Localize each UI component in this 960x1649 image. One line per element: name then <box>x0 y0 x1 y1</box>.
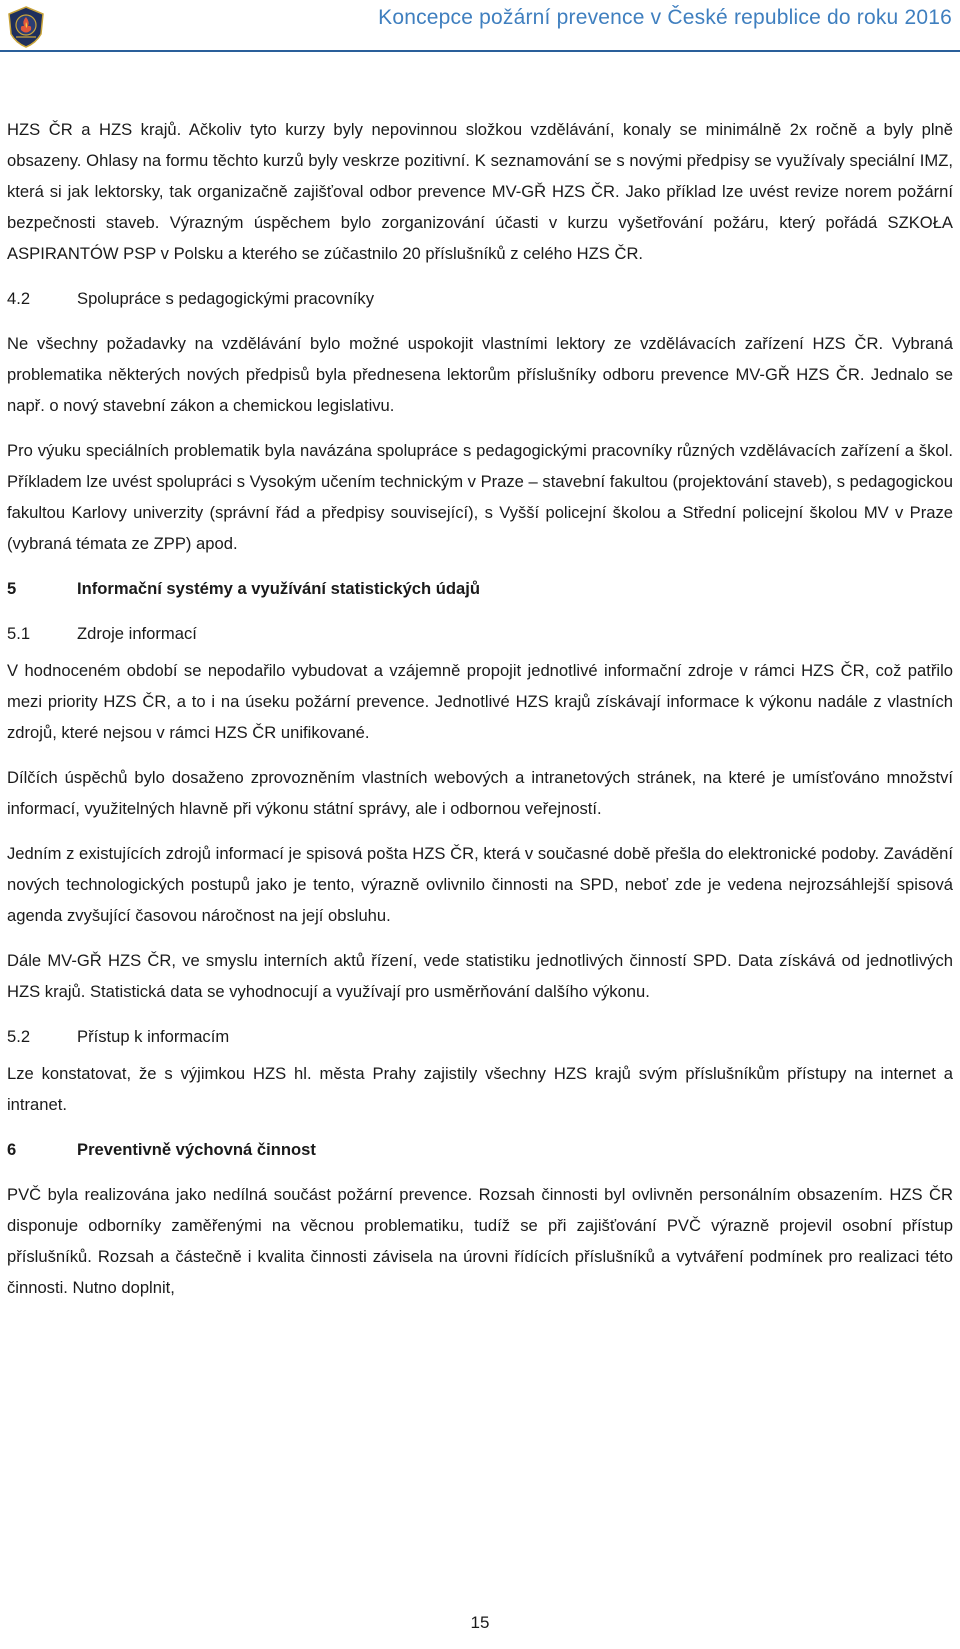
paragraph: Jedním z existujících zdrojů informací je spisová pošta HZS ČR, která v současné době přešla do elektronické podoby. Zavádění nových technologických postupů jako je tento, výrazně ovlivnilo činnosti na SPD, neboť zde je vedena nejrozsáhlejší spisová agenda zvyšující časovou náročnost na její obsluhu. <box>7 844 953 925</box>
paragraph: Lze konstatovat, že s výjimkou HZS hl. města Prahy zajistily všechny HZS krajů svým příslušníkům přístupy na internet a intranet. <box>7 1064 953 1114</box>
section-number: 4.2 <box>7 289 31 308</box>
section-heading-5-1 <box>7 618 953 649</box>
paragraph: PVČ byla realizována jako nedílná součást požární prevence. Rozsah činnosti byl ovlivněn personálním obsazením. HZS ČR disponuje odborníky zaměřenými na věcnou problematiku, tudíž se při zajišťování PVČ výrazně projevil osobní přístup příslušníků. Rozsah a částečně i kvalita činnosti závisela na úrovni řídících příslušníků a vytváření podmínek pro realizaci této činnosti. Nutno doplnit, <box>7 1185 953 1297</box>
section-title: Informační systémy a využívání statistických údajů <box>77 579 481 598</box>
paragraph: Ne všechny požadavky na vzdělávání bylo možné uspokojit vlastními lektory ze vzdělávacích zařízení HZS ČR. Vybraná problematika některých nových předpisů byla přednesena lektorům příslušníky odboru prevence MV-GŘ HZS ČR. Jednalo se např. o nový stavební zákon a chemickou legislativu. <box>7 334 953 415</box>
document-title: Koncepce požární prevence v České republice do roku 2016 <box>378 6 952 29</box>
paragraph: Dílčích úspěchů bylo dosaženo zprovozněním vlastních webových a intranetových stránek, na které je umísťováno množství informací, využitelných hlavně při výkonu státní správy, ale i odbornou veřejností. <box>7 768 953 818</box>
section-title: Spolupráce s pedagogickými pracovníky <box>77 289 375 308</box>
paragraph: HZS ČR a HZS krajů. Ačkoliv tyto kurzy byly nepovinnou složkou vzdělávání, konaly se minimálně 2x ročně a byly plně obsazeny. Ohlasy na formu těchto kurzů byly veskrze pozitivní. K seznamování se s novými předpisy se využívaly speciální IMZ, která si jak lektorsky, tak organizačně zajišťoval odbor prevence MV-GŘ HZS ČR. Jako příklad lze uvést revize norem požární bezpečnosti staveb. Výrazným úspěchem bylo zorganizování účasti v kurzu vyšetřování požáru, který pořádá SZKOŁA ASPIRANTÓW PSP v Polsku a kterého se zúčastnilo 20 příslušníků z celého HZS ČR. <box>7 120 953 263</box>
paragraph: Pro výuku speciálních problematik byla navázána spolupráce s pedagogickými pracovníky různých vzdělávacích zařízení a škol. Příkladem lze uvést spolupráci s Vysokým učením technickým v Praze – stavební fakultou (projektování staveb), s pedagogickou fakultou Karlovy univerzity (správní řád a předpisy související), s Vyšší policejní školou a Střední policejní školou MV v Praze (vybraná témata ze ZPP) apod. <box>7 441 953 553</box>
document-body <box>7 114 953 1303</box>
section-title: Přístup k informacím <box>77 1027 230 1046</box>
paragraph: V hodnoceném období se nepodařilo vybudovat a vzájemně propojit jednotlivé informační zdroje v rámci HZS ČR, což patřilo mezi priority HZS ČR, a to i na úseku požární prevence. Jednotlivé HZS krajů získávají informace k výkonu nadále z vlastních zdrojů, které nejsou v rámci HZS ČR unifikované. <box>7 661 953 742</box>
section-title: Zdroje informací <box>77 624 197 643</box>
section-heading-4-2 <box>7 283 953 314</box>
section-number: 5.2 <box>7 1027 31 1046</box>
paragraph: Dále MV-GŘ HZS ČR, ve smyslu interních aktů řízení, vede statistiku jednotlivých činností SPD. Data získává od jednotlivých HZS krajů. Statistická data se vyhodnocují a využívají pro usměrňování dalšího výkonu. <box>7 951 953 1001</box>
section-number: 6 <box>7 1140 17 1159</box>
page-header <box>0 0 960 56</box>
fire-rescue-emblem-icon <box>6 6 46 48</box>
page-number: 15 <box>470 1613 490 1632</box>
section-title: Preventivně výchovná činnost <box>77 1140 316 1159</box>
section-heading-5 <box>7 573 953 604</box>
section-number: 5 <box>7 579 17 598</box>
section-heading-5-2 <box>7 1021 953 1052</box>
section-number: 5.1 <box>7 624 31 643</box>
header-divider <box>0 50 960 52</box>
section-heading-6 <box>7 1134 953 1165</box>
